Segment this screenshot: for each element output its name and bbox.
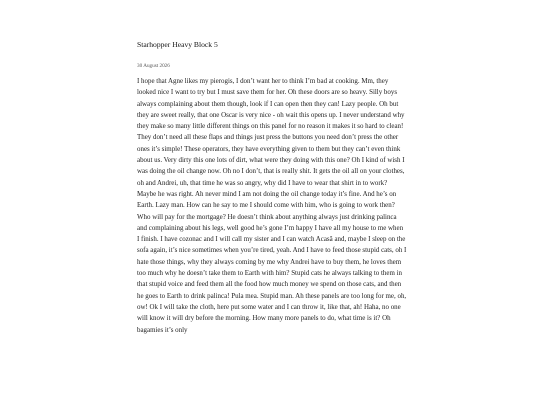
document-body: I hope that Agne likes my pierogis, I don’t want her to think I’m bad at cooking. Mm, they looked nice I want to try but I must save them for her. Oh these doors are so heavy. Silly boys always complaining about them though, look if I can open then they can! Lazy people. Oh but they are sweet really, that one Oscar is very nice - oh wait this opens up. I never understand why they make so many little different things on this panel for no reason it makes it so hard to clean! They don’t need all these flaps and things just press the buttons you need don’t press the other ones it’s simple! These operators, they have everything given to them but they can’t even think about us. Very dirty this one lots of dirt, what were they doing with this one? Oh I kind of wish I was doing the oil change now. Oh no I don’t, that is really shit. It gets the oil all on your clothes, oh and Andrei, uh, that time he was so angry, why did I have to wear that shirt in to work? Maybe he was right. Ah never mind I am not doing the oil change today it’s fine. And he’s on Earth. Lazy man. How can he say to me I should come with him, who is going to work then? Who will pay for the mortgage? He doesn’t think about anything always just drinking palinca and complaining about his legs, well good he’s gone I’m happy I have all my house to me when I finish. I have cozonac and I will call my sister and I can watch Acasă and, maybe I sleep on the sofa again, it’s nice sometimes when you’re tired, yeah. And I have to feed those stupid cats, oh I hate those things, why they always coming by me why Andrei have to buy them, he loves them too much why he doesn’t take them to Earth with him? Stupid cats he always talking to them in that stupid voice and feed them all the food how much money we spend on those cats, and then he goes to Earth to drink palinca! Pula mea. Stupid man. Ah these panels are too long for me, oh, ow! Ok I will take the cloth, here put some water and I can throw it, like that, ah! Haha, no one will know it will dry before the morning. How many more panels to do, what time is it? Oh bagamies it’s only xyxy=(137,77,407,334)
document-page xyxy=(137,40,407,343)
document-title: Starhopper Heavy Block 5 xyxy=(137,40,218,49)
document-date: 30 August 2026 xyxy=(137,63,170,69)
